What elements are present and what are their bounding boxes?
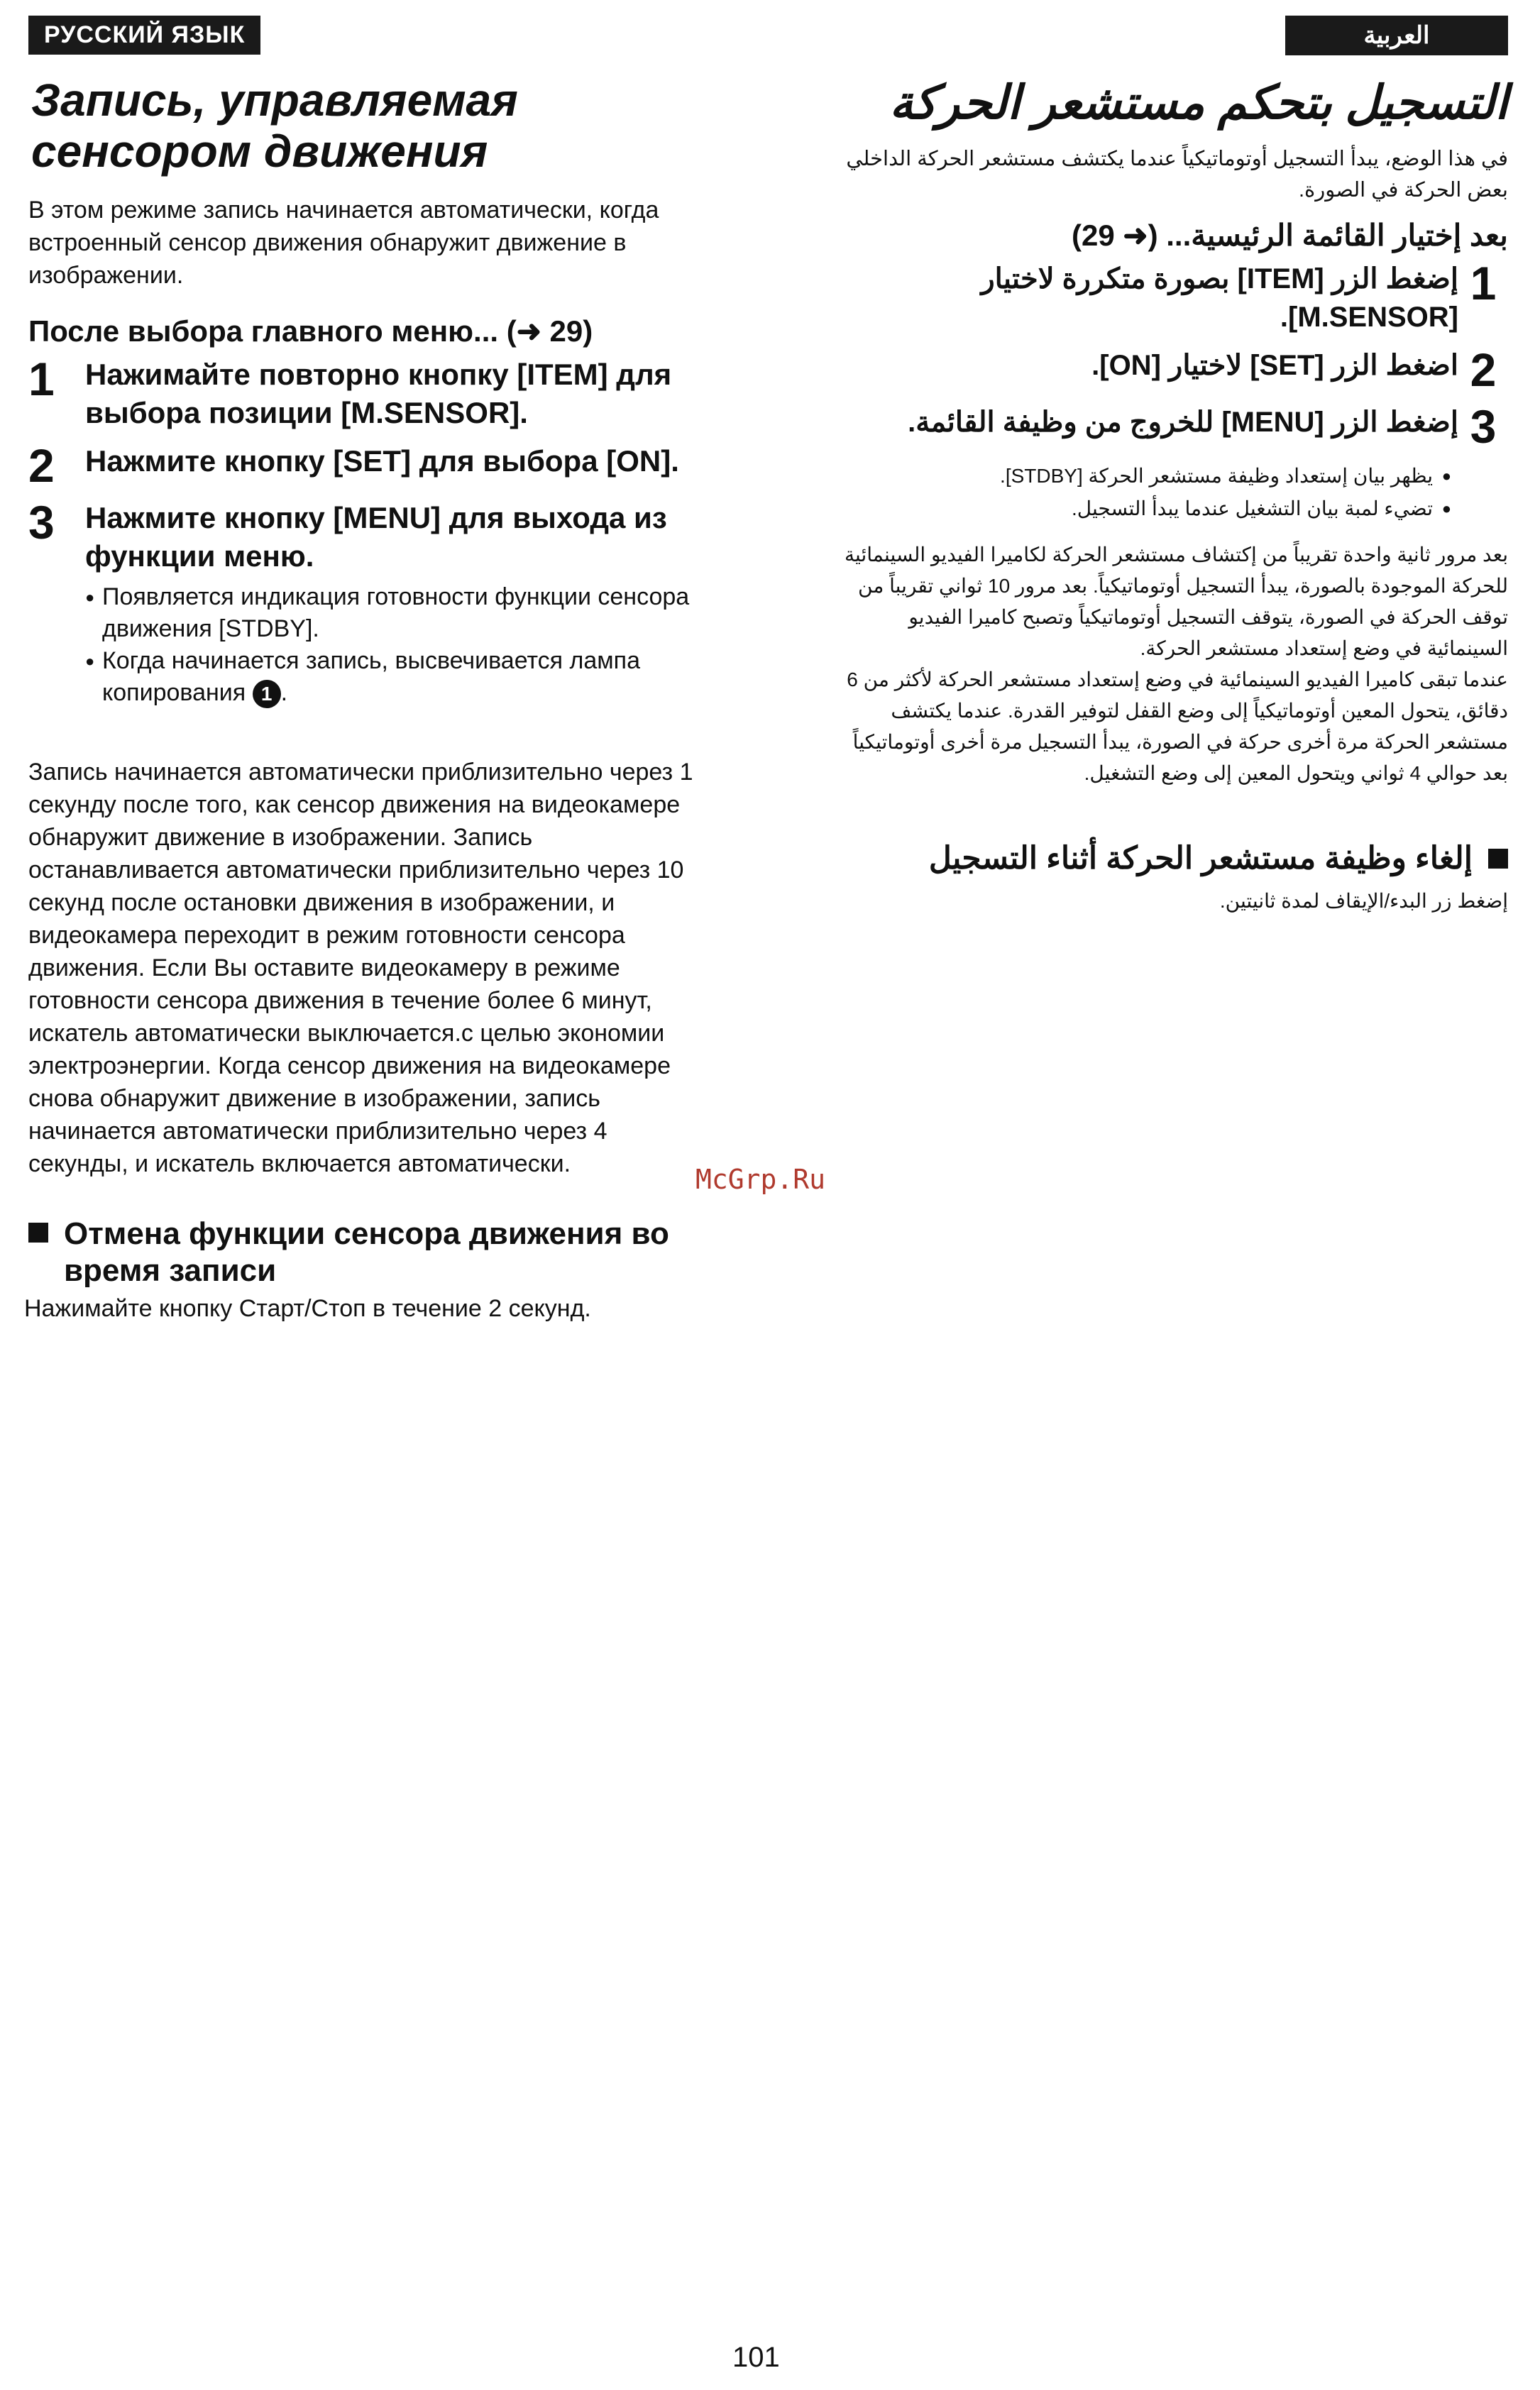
page-title-ar: التسجيل بتحكم مستشعر الحركة: [889, 76, 1508, 128]
step-1-ar: [830, 257, 1508, 336]
intro-text-ru: В этом режиме запись начинается автоматически, когда встроенный сенсор движения обнаружит движение в изображении.: [28, 197, 659, 289]
language-badge-ar: العربية: [1285, 16, 1508, 55]
language-badge-ru: РУССКИЙ ЯЗЫК: [28, 16, 260, 55]
step-3-notes-ar: [830, 460, 1451, 525]
cancel-heading-ar: إلغاء وظيفة مستشعر الحركة أثناء التسجيل: [830, 840, 1508, 877]
cancel-text-ar: إضغط زر البدء/الإيقاف لمدة ثانيتين.: [1219, 890, 1508, 912]
page-title-ru: [31, 75, 706, 177]
arabic-column: [830, 16, 1508, 917]
page-number: 101: [732, 2342, 780, 2373]
body-text-ar-1: بعد مرور ثانية واحدة تقريباً من إكتشاف مستشعر الحركة لكاميرا الفيديو السينمائية للحركة الموجودة بالصورة، يبدأ التسجيل أوتوماتيكياً. بعد مرور 10 ثواني تقريباً من توقف الحركة في الصورة، يتوقف التسجيل أوتوماتيكياً وتصبح كاميرا الفيديو السينمائية في وضع إستعداد مستشعر الحركة.: [845, 544, 1508, 659]
title-line-2: сенсором движения: [31, 126, 488, 177]
cancel-heading-ru: Отмена функции сенсора движения во время записи: [28, 1216, 706, 1289]
note-copy-lamp: ● تضيء لمبة بيان التشغيل عندما يبدأ التسجيل.: [830, 492, 1451, 525]
step-1-ru: [28, 353, 706, 432]
square-bullet-icon: [28, 1223, 48, 1243]
step-text: Нажимайте повторно кнопку [ITEM] для выбора позиции [M.SENSOR].: [85, 358, 672, 429]
body-text-ar-2: عندما تبقى كاميرا الفيديو السينمائية في وضع إستعداد مستشعر الحركة لأكثر من 6 دقائق، يتحول المعين أوتوماتيكياً إلى وضع القفل لتوفير القدرة. عندما يكتشف مستشعر الحركة مرة أخرى حركة في الصورة، يبدأ التسجيل مرة أخرى أوتوماتيكياً بعد حوالي 4 ثواني ويتحول المعين إلى وضع التشغيل.: [847, 668, 1508, 784]
russian-column: [24, 16, 706, 1325]
step-3-ar: [830, 400, 1508, 453]
after-menu-heading-ar: بعد إختيار القائمة الرئيسية... (➜ 29): [1072, 219, 1508, 252]
step-3-notes-ru: [85, 581, 706, 709]
intro-text-ar: في هذا الوضع، يبدأ التسجيل أوتوماتيكياً عندما يكتشف مستشعر الحركة الداخلي بعض الحركة في الصورة.: [846, 148, 1508, 202]
step-2-ru: [28, 439, 706, 492]
note-standby-indicator: ● يظهر بيان إستعداد وظيفة مستشعر الحركة [STDBY].: [830, 460, 1451, 492]
lamp-marker-icon: 1: [253, 680, 281, 708]
step-number: 3: [28, 496, 55, 549]
note-copy-lamp: ● Когда начинается запись, высвечивается лампа копирования 1 .: [85, 645, 706, 709]
watermark: McGrp.Ru: [695, 1164, 826, 1195]
body-text-ru: Запись начинается автоматически приблизительно через 1 секунду после того, как сенсор движения на видеокамере обнаружит движение в изображении. Запись останавливается автоматически приблизительно через 10 секунд после остановки движения в изображении, и видеокамера переходит в режим готовности сенсора движения. Если Вы оставите видеокамеру в режиме готовности сенсора движения в течение более 6 минут, искатель автоматически выключается.с целью экономии электроэнергии. Когда сенсор движения на видеокамере снова обнаружит движение в изображении, запись начинается автоматически приблизительно через 4 секунды, и искатель включается автоматически.: [28, 759, 693, 1177]
after-menu-heading-ru: После выбора главного меню... (➜ 29): [28, 314, 593, 348]
step-text: إضغط الزر [MENU] للخروج من وظيفة القائمة.: [908, 407, 1458, 438]
step-number: 2: [1470, 343, 1497, 396]
step-text: Нажмите кнопку [SET] для выбора [ON].: [85, 444, 679, 478]
step-number: 3: [1470, 400, 1497, 453]
step-2-ar: [830, 343, 1508, 396]
step-text: Нажмите кнопку [MENU] для выхода из функции меню.: [85, 501, 667, 573]
step-text: إضغط الزر [ITEM] بصورة متكررة لاختيار [M.SENSOR].: [981, 263, 1458, 333]
note-standby-indicator: ● Появляется индикация готовности функции сенсора движения [STDBY].: [85, 581, 706, 645]
step-number: 2: [28, 439, 55, 492]
step-number: 1: [1470, 257, 1497, 309]
title-line-1: Запись, управляемая: [31, 75, 518, 126]
step-3-ru: [28, 496, 706, 576]
step-number: 1: [28, 353, 55, 405]
square-bullet-icon: [1488, 849, 1508, 869]
cancel-text-ru: Нажимайте кнопку Старт/Стоп в течение 2 секунд.: [24, 1295, 591, 1322]
step-text: اضغط الزر [SET] لاختيار [ON].: [1091, 350, 1458, 381]
